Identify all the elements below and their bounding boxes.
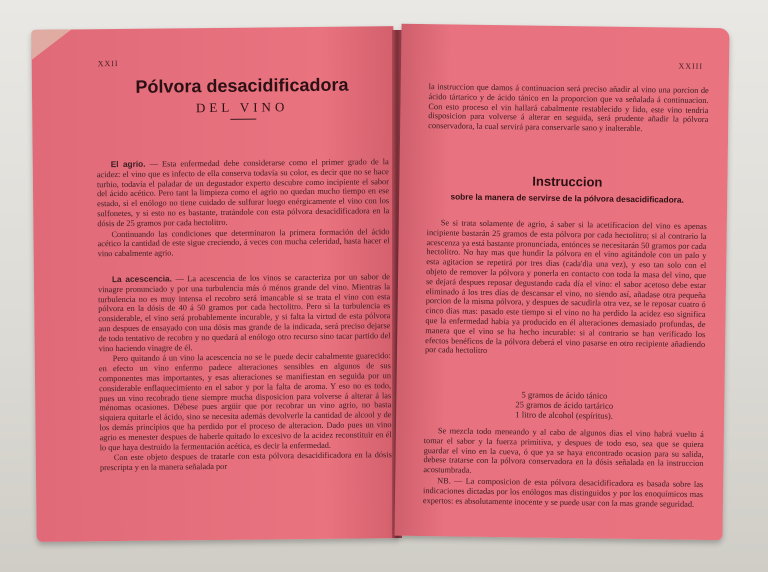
section-acescencia <box>98 272 392 473</box>
section-lead: La acescencia. <box>111 273 173 285</box>
instruction-heading: Instruccion <box>532 173 603 190</box>
paragraph-text: — Esta enfermedad debe considerarse como el primer grado de la acidez: el vino que es infecto de ella conserva todavía su color, es decir que no se hace turbio, todavía el paladar de un degustador experto descubre como incipiente el sabor del ácido acético. Pero tant la limpieza como el agrio no quedan mucho tiempo en ese estado, si el enólogo no tiene cuidado de sulfurar luego enérgicamente el vino con los sulfonetes, y si esto no es bastante, tratándole con esta pólvora desacidificadora en la dósis de 25 gramos por cada hectolitro. <box>96 157 390 229</box>
paragraph-text: — La acescencia de los vinos se caracteriza por un sabor de vinagre pronunciado y por una turbulencia más ó ménos grande del vino. Mientras la turbulencia no es muy intensa el recobro será imancable si se trata el vino con esta pólvora en la dósis de 40 á 50 gramos por cada hectolitro. Pero si la turbulencia es considerable, el vino será probablemente incurable, y si falta la virtud de esta pólvora aun despues de ensayado con una dósis mas grande de la indicada, será preciso dejarse de todo tentativo de recobro y no quedará al enólogo otro recurso sino tacar partido del vino haciendo vinagre de él. <box>98 272 391 353</box>
page-title: Pólvora desacidificadora <box>135 74 349 97</box>
page-subtitle: DEL VINO <box>195 99 289 116</box>
note-paragraph: NB. — La composicion de esta pólvora desacidificadora es basada sobre las indicaciones dictadas por los enólogos mas distinguidos y por los enoquímicos mas expertos: es absolutamente inocente y se puede usar con la mas grande seguridad. <box>422 476 704 509</box>
recipe-item: 1 litro de alcohol (espíritus). <box>515 409 614 421</box>
open-booklet <box>30 26 730 546</box>
torn-corner <box>31 29 71 59</box>
page-number: XXII <box>97 58 119 69</box>
paragraph: Continuando las condiciones que determinaron la primera formación del ácido acético la cantidad de este sigue creciendo, á veces con mucha celeridad, hasta hacer el vino cabalmente agrio. <box>97 226 390 259</box>
left-page <box>31 26 398 542</box>
section-agrio <box>97 157 390 259</box>
recipe-item: 5 gramos de ácido tánico <box>521 389 608 401</box>
paragraph: Se si trata solamente de agrio, á saber si la acetificacion del vino es apenas incipiente bastarán 25 gramos de esta pólvora por cada hectolitro; si al contrario la acescenza ya está bastante pronunciada, entónces se necesitarán 50 gramos por cada hectolitro. No hay mas que hundir la pólvora en el vino agitándole con un palo y esta agitacion se repetirá por tres dias (cada'dia una vez), y eso tan solo con el objeto de remover la pólvora y ponerla en contacto con toda la masa del vino, que se dejará despues reposar degustando cada día el vino: el sabor acetoso debe estar eliminado á los tres días de descansar el vino, no siendo así, añadase otra pequeña porcion de la misma pólvora, y despues de sacudirla otra vez, se le reposar cuatro ó cinco dias mas: pasado este tiempo si el vino no ha perdido la acidez eso significa que la enfermedad habia ya producido en él alteraciones demasiado profundas, de manera que el vino se ha hecho incurable: si al contrario se han verificado los efectos benéficos de la pólvora deberá el vino pasarse en otro recipiente añadiendo por cada hectolitro <box>424 218 707 356</box>
instruction-subheading: sobre la manera de servirse de la pólvora desacidificadora. <box>450 191 684 205</box>
instruction-closing <box>423 426 704 509</box>
paragraph: Con este objeto despues de tratarle con esta pólvora desacidificadora en la dósis prescripta y en la manera señalada por <box>99 450 392 473</box>
instruction-body <box>425 218 707 359</box>
right-page <box>394 24 729 541</box>
paragraph <box>97 157 390 229</box>
page-number: XXIII <box>678 61 704 71</box>
recipe-list <box>424 388 704 422</box>
paragraph: Pero quitando á un vino la acescencia no se le puede decir cabalmente guarecido: en efecto un vino enfermo padece alteraciones sensibles en algunos de sus componentes mas importantes, y esas alteraciones se manifiestan en seguida por un considerable enflaquecimiento en el sabor y por la falta de aroma. Y eso no es todo, pues un vino recobrado tiene siempre mucha disposicion para volverse á alterar á las ménomas ocasiones. Débese pues argüir que por recobrar un vino agrio, no basta siquiera quitarle el ácido, sino se necesita además devolverle la cantidad de alcool y de los demás principios que ha perdido por el proceso de alteracion. Dado pues un vino agrio es menester despues de haberle quitado lo excesivo de la acidez reconstituir en él lo que haya destruido la fermentación acética, es decir la enfermedad. <box>98 351 392 452</box>
paragraph: Se mezcla todo meneando y al cabo de algunos dias el vino habrá vuelto á tomar el sabor y la fuerza primitiva, y despues de todo eso, sea que se quiera guardar el vino en la cueva, ó que ya se haya encontrado ocasion para su salida, debese tratarse con la pólvora conservadora en la dósis señalada en la instruccion acostumbrada. <box>423 426 704 475</box>
paragraph <box>98 272 391 353</box>
paragraph: la instruccion que damos á continuacion será preciso añadir al vino una porcion de ácido tártarico y de ácido tánico en la proporcion que va señalada á continuacion. Con esto proceso el vin hallará cabalmente restablecido y lido, este vino tendria disposicion para volverse á alterar en seguida, será prudente añadir la pólvora conservadora, la cual servirá para conservarle sano y inalterable. <box>428 82 709 134</box>
recipe-item: 25 gramos de ácido tartárico <box>515 399 614 411</box>
continued-text <box>428 82 709 135</box>
title-divider <box>230 119 256 120</box>
section-lead: El agrio. <box>110 158 146 170</box>
